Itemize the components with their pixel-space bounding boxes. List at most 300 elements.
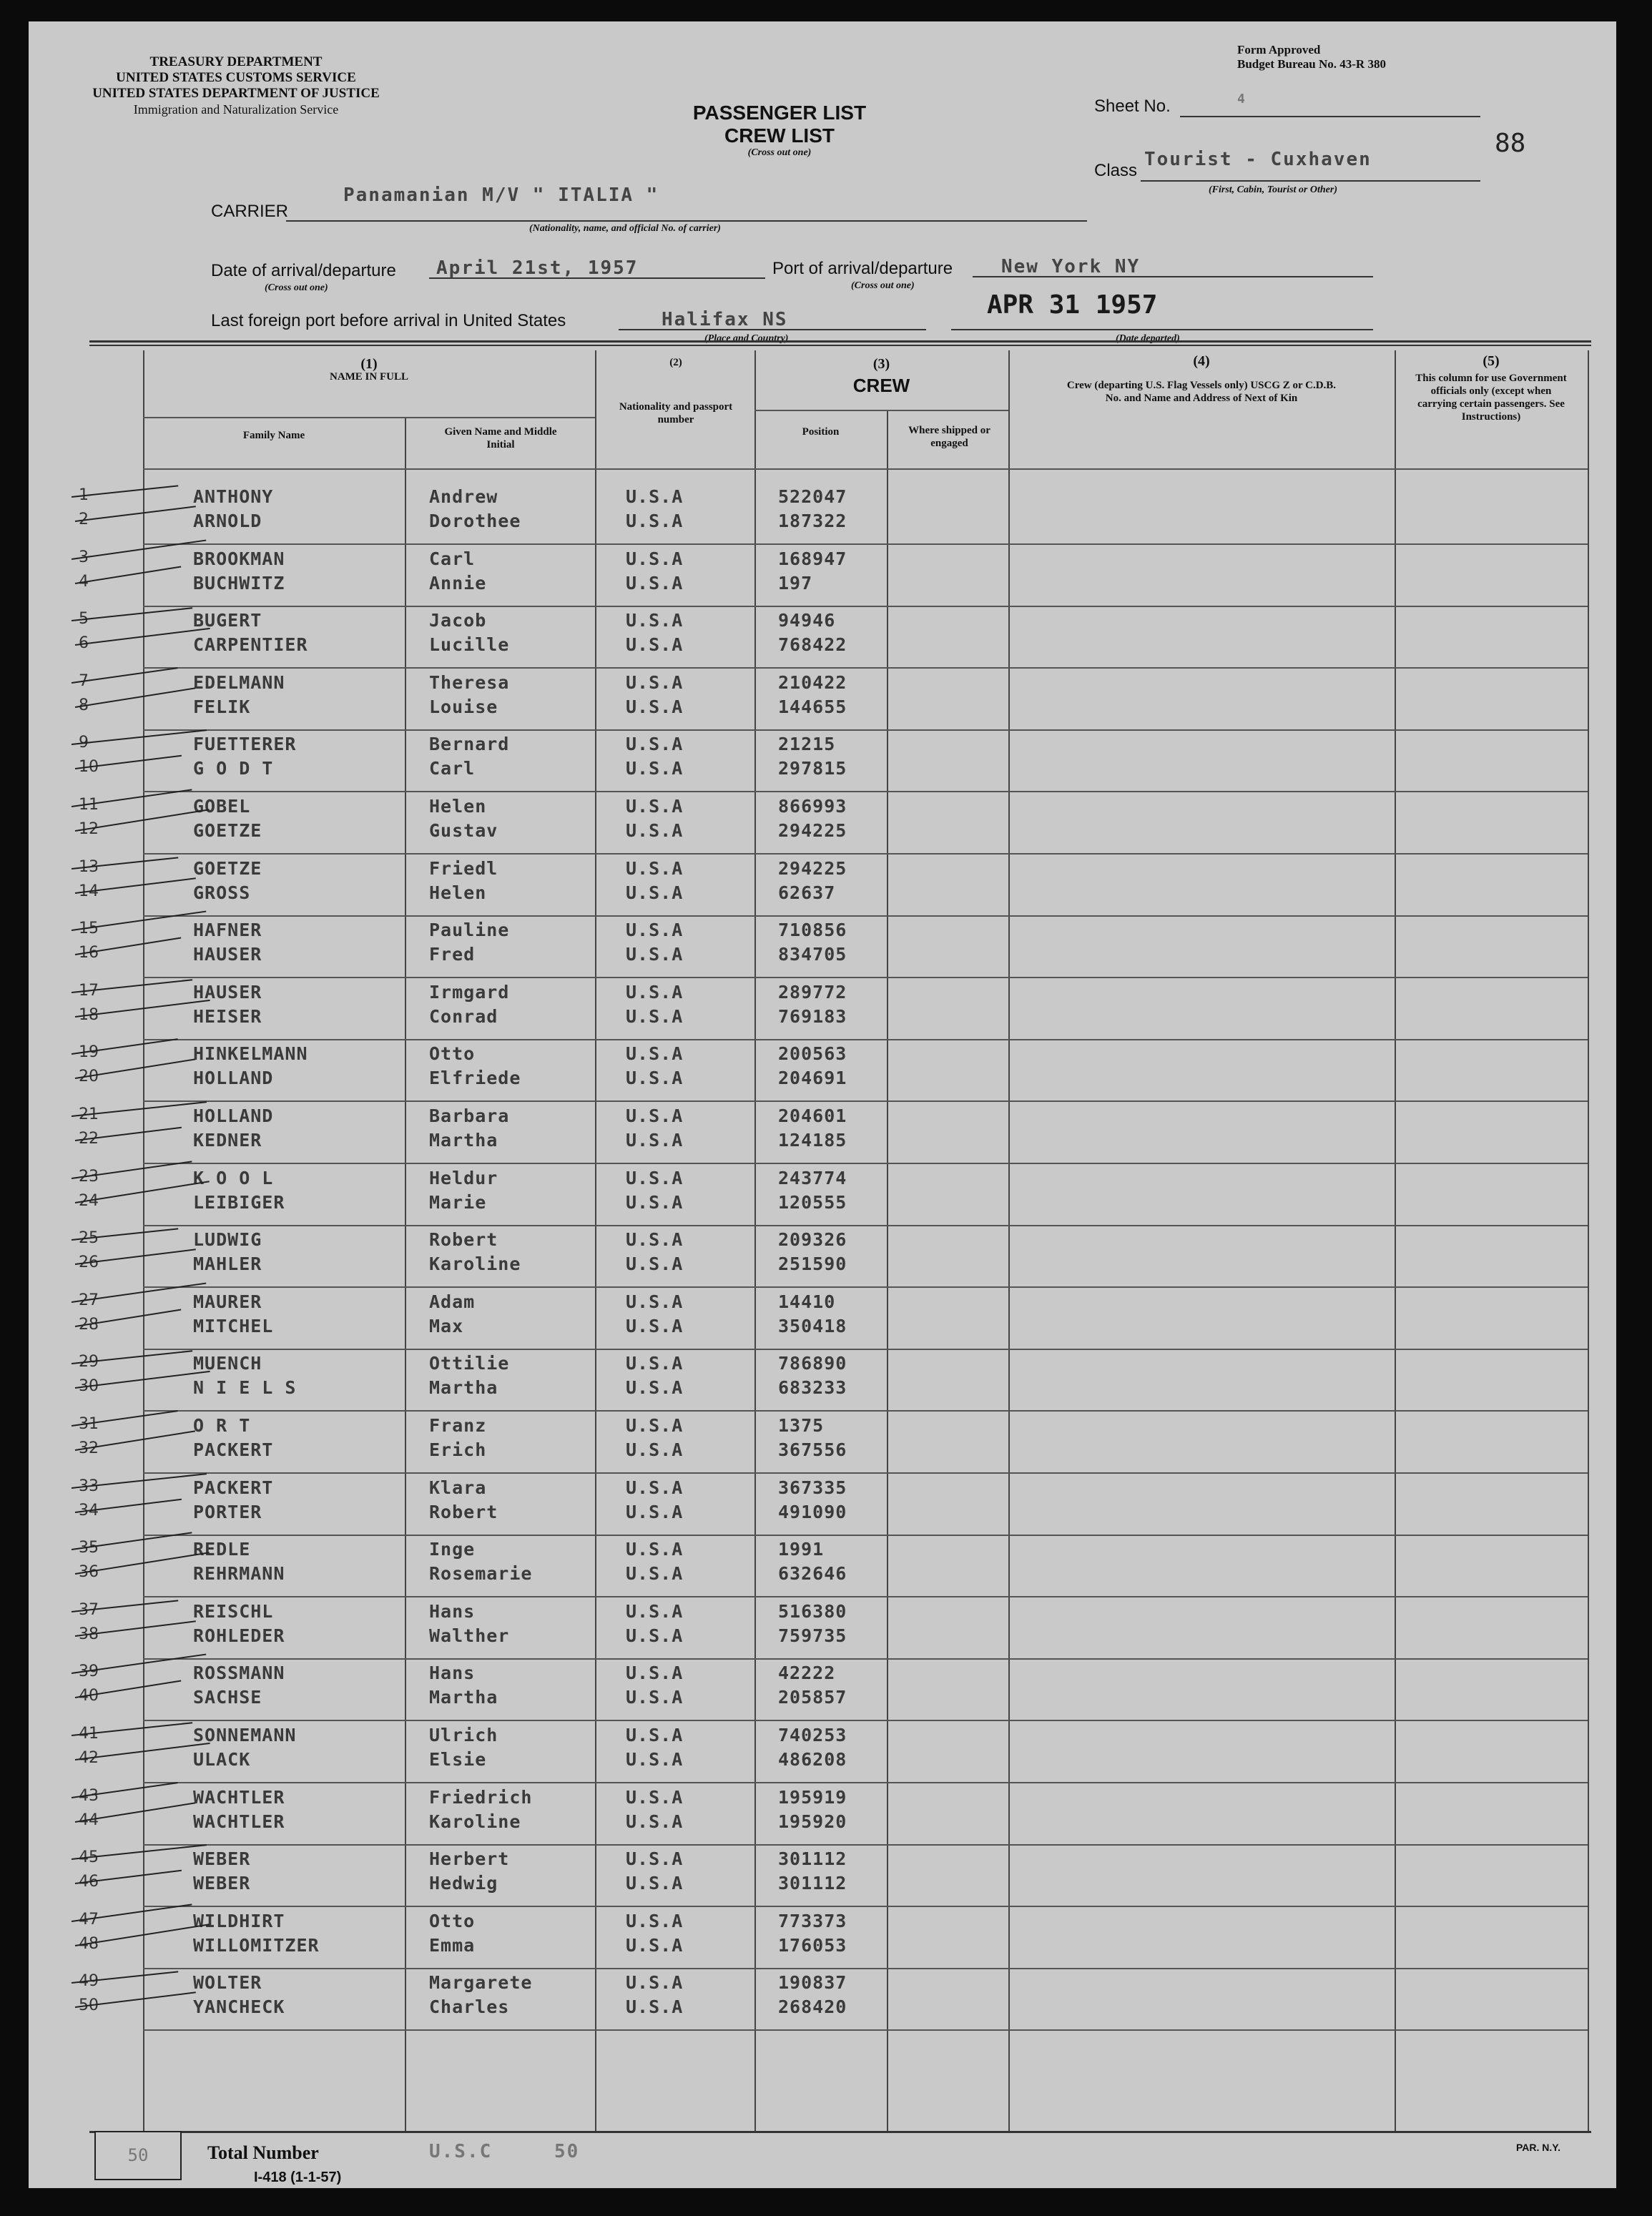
col1-number: (1) xyxy=(360,356,378,372)
checkmark-icon xyxy=(72,607,192,621)
family-name-cell: WEBER xyxy=(193,1873,251,1894)
given-name-cell: Ulrich xyxy=(429,1725,498,1745)
row-divider xyxy=(143,543,1588,545)
family-name-heading: Family Name xyxy=(242,430,305,441)
row-number-check: 29 xyxy=(79,1353,99,1372)
date-departed-stamp: APR 31 1957 xyxy=(987,290,1158,320)
budget-bureau-number: Budget Bureau No. 43-R 380 xyxy=(1237,57,1386,71)
nationality-cell: U.S.A xyxy=(626,610,684,631)
given-name-cell: Hans xyxy=(429,1600,476,1622)
row-number-check: 16 xyxy=(79,944,99,962)
nationality-cell: U.S.A xyxy=(626,486,684,507)
nationality-cell: U.S.A xyxy=(626,1353,684,1374)
carrier-value: Panamanian M/V " ITALIA " xyxy=(343,184,659,206)
family-name-cell: WILLOMITZER xyxy=(193,1934,320,1956)
position-number-cell: 21215 xyxy=(778,734,836,755)
given-name-cell: Elsie xyxy=(429,1749,487,1770)
row-number-check: 26 xyxy=(79,1254,99,1272)
given-name-cell: Carl xyxy=(429,758,476,779)
total-number-label: Total Number xyxy=(207,2142,319,2163)
carrier-label: CARRIER xyxy=(211,202,289,221)
row-number-check: 21 xyxy=(79,1105,99,1123)
position-number-cell: 251590 xyxy=(778,1254,847,1275)
position-number-cell: 632646 xyxy=(778,1563,847,1585)
nationality-cell: U.S.A xyxy=(626,1848,684,1870)
family-name-cell: ROHLEDER xyxy=(193,1625,285,1646)
family-name-cell: FELIK xyxy=(193,696,251,717)
family-name-cell: YANCHECK xyxy=(193,1996,285,2018)
position-number-cell: 94946 xyxy=(778,610,836,631)
given-name-cell: Max xyxy=(429,1315,464,1336)
col1-title: NAME IN FULL xyxy=(329,371,408,383)
nationality-cell: U.S.A xyxy=(626,981,684,1003)
position-number-cell: 350418 xyxy=(778,1315,847,1336)
nationality-cell: U.S.A xyxy=(626,1005,684,1027)
nationality-cell: U.S.A xyxy=(626,1563,684,1585)
checkmark-icon xyxy=(75,687,195,708)
carrier-note: (Nationality, name, and official No. of carrier) xyxy=(529,223,721,234)
row-divider xyxy=(143,791,1588,792)
row-divider xyxy=(143,1410,1588,1412)
family-name-cell: MAURER xyxy=(193,1291,262,1312)
given-name-cell: Friedrich xyxy=(429,1786,533,1808)
row-number-check: 11 xyxy=(79,796,99,814)
col5-number: (5) xyxy=(1483,353,1500,369)
given-name-cell: Robert xyxy=(429,1501,498,1522)
row-divider xyxy=(143,1163,1588,1164)
nationality-cell: U.S.A xyxy=(626,820,684,841)
nationality-cell: U.S.A xyxy=(626,1254,684,1275)
family-name-cell: WEBER xyxy=(193,1848,251,1870)
row-divider xyxy=(143,1472,1588,1474)
given-name-cell: Rosemarie xyxy=(429,1563,533,1585)
row-divider xyxy=(143,1100,1588,1102)
position-number-cell: 190837 xyxy=(778,1972,847,1994)
row-number-check: 47 xyxy=(79,1910,99,1929)
col3-number: (3) xyxy=(872,356,890,372)
row-number-check: 34 xyxy=(79,1501,99,1520)
given-name-cell: Dorothee xyxy=(429,511,521,531)
given-name-cell: Theresa xyxy=(429,671,510,693)
family-name-cell: MITCHEL xyxy=(193,1315,274,1336)
given-name-cell: Hedwig xyxy=(429,1873,498,1894)
position-number-cell: 176053 xyxy=(778,1934,847,1956)
given-name-cell: Herbert xyxy=(429,1848,510,1870)
given-name-cell: Franz xyxy=(429,1415,487,1436)
family-name-cell: REHRMANN xyxy=(193,1563,285,1585)
family-name-cell: LUDWIG xyxy=(193,1229,262,1251)
given-name-cell: Pauline xyxy=(429,920,510,941)
given-name-cell: Elfriede xyxy=(429,1068,521,1089)
total-box-value: 50 xyxy=(127,2145,149,2165)
row-divider xyxy=(143,1349,1588,1350)
nationality-cell: U.S.A xyxy=(626,1191,684,1213)
position-number-cell: 866993 xyxy=(778,796,847,817)
row-divider xyxy=(143,2029,1588,2031)
nationality-cell: U.S.A xyxy=(626,1934,684,1956)
row-number-check: 39 xyxy=(79,1663,99,1681)
col1-heading xyxy=(143,358,595,383)
row-number-check: 8 xyxy=(79,696,89,714)
given-name-cell: Emma xyxy=(429,1934,476,1956)
given-name-cell: Adam xyxy=(429,1291,476,1312)
nationality-cell: U.S.A xyxy=(626,1539,684,1560)
row-divider xyxy=(143,606,1588,607)
given-name-cell: Friedl xyxy=(429,857,498,879)
nationality-cell: U.S.A xyxy=(626,572,684,594)
given-name-cell: Erich xyxy=(429,1439,487,1460)
row-number-check: 24 xyxy=(79,1191,99,1210)
family-name-cell: WILDHIRT xyxy=(193,1910,285,1931)
row-number-check: 14 xyxy=(79,882,99,900)
nationality-cell: U.S.A xyxy=(626,944,684,965)
family-name-cell: BUCHWITZ xyxy=(193,572,285,594)
family-name-cell: SACHSE xyxy=(193,1687,262,1708)
position-number-cell: 195919 xyxy=(778,1786,847,1808)
family-name-cell: EDELMANN xyxy=(193,671,285,693)
position-number-cell: 516380 xyxy=(778,1600,847,1622)
family-name-cell: KEDNER xyxy=(193,1130,262,1151)
given-name-cell: Martha xyxy=(429,1130,498,1151)
row-divider xyxy=(143,1720,1588,1721)
family-name-cell: HEISER xyxy=(193,1005,262,1027)
row-number-check: 43 xyxy=(79,1786,99,1805)
given-name-cell: Hans xyxy=(429,1663,476,1684)
given-name-cell: Carl xyxy=(429,548,476,569)
given-name-cell: Helen xyxy=(429,796,487,817)
row-divider xyxy=(143,1535,1588,1536)
given-name-cell: Conrad xyxy=(429,1005,498,1027)
position-number-cell: 301112 xyxy=(778,1873,847,1894)
checkmark-icon xyxy=(72,730,207,746)
family-name-cell: HAUSER xyxy=(193,981,262,1003)
position-number-cell: 367556 xyxy=(778,1439,847,1460)
row-number-check: 30 xyxy=(79,1377,99,1396)
port-cross-note: (Cross out one) xyxy=(851,280,915,291)
given-name-cell: Karoline xyxy=(429,1254,521,1275)
crew-list-title: CREW LIST xyxy=(724,124,835,147)
position-number-cell: 486208 xyxy=(778,1749,847,1770)
form-number: I-418 (1-1-57) xyxy=(254,2170,342,2185)
row-number-check: 13 xyxy=(79,857,99,876)
position-number-cell: 144655 xyxy=(778,696,847,717)
nationality-cell: U.S.A xyxy=(626,1501,684,1522)
family-name-cell: BUGERT xyxy=(193,610,262,631)
given-name-cell: Gustav xyxy=(429,820,498,841)
family-name-cell: GOETZE xyxy=(193,857,262,879)
row-number-check: 3 xyxy=(79,548,89,566)
family-name-cell: REISCHL xyxy=(193,1600,274,1622)
given-name-cell: Jacob xyxy=(429,610,487,631)
row-number-check: 9 xyxy=(79,734,89,752)
family-name-cell: LEIBIGER xyxy=(193,1191,285,1213)
position-number-cell: 759735 xyxy=(778,1625,847,1646)
row-number-check: 17 xyxy=(79,981,99,1000)
position-number-cell: 243774 xyxy=(778,1167,847,1188)
row-number-check: 23 xyxy=(79,1167,99,1186)
position-heading: Position xyxy=(802,426,840,438)
position-number-cell: 301112 xyxy=(778,1848,847,1870)
nationality-cell: U.S.A xyxy=(626,1600,684,1622)
position-number-cell: 14410 xyxy=(778,1291,836,1312)
last-port-label: Last foreign port before arrival in United States xyxy=(211,311,566,330)
given-name-cell: Karoline xyxy=(429,1811,521,1832)
row-number-check: 20 xyxy=(79,1068,99,1086)
position-number-cell: 120555 xyxy=(778,1191,847,1213)
position-number-cell: 205857 xyxy=(778,1687,847,1708)
position-number-cell: 209326 xyxy=(778,1229,847,1251)
row-number-check: 37 xyxy=(79,1600,99,1619)
total-typed-nationality: U.S.C xyxy=(429,2141,493,2162)
nationality-cell: U.S.A xyxy=(626,1043,684,1065)
position-number-cell: 769183 xyxy=(778,1005,847,1027)
family-name-cell: HINKELMANN xyxy=(193,1043,308,1065)
row-number-check: 50 xyxy=(79,1996,99,2015)
family-name-cell: K O O L xyxy=(193,1167,274,1188)
nationality-cell: U.S.A xyxy=(626,758,684,779)
total-number-box xyxy=(94,2131,182,2180)
position-number-cell: 297815 xyxy=(778,758,847,779)
where-shipped-heading: Where shipped or engaged xyxy=(908,425,990,449)
nationality-cell: U.S.A xyxy=(626,548,684,569)
given-name-cell: Robert xyxy=(429,1229,498,1251)
given-name-cell: Lucille xyxy=(429,634,510,656)
last-port-value: Halifax NS xyxy=(662,309,788,330)
row-number-check: 19 xyxy=(79,1043,99,1062)
family-name-cell: MUENCH xyxy=(193,1353,262,1374)
date-departed-note: (Date departed) xyxy=(1116,333,1180,344)
position-number-cell: 42222 xyxy=(778,1663,836,1684)
row-number-check: 38 xyxy=(79,1625,99,1643)
given-name-cell: Martha xyxy=(429,1687,498,1708)
position-number-cell: 294225 xyxy=(778,857,847,879)
row-number-check: 31 xyxy=(79,1415,99,1433)
row-divider xyxy=(143,1844,1588,1846)
nationality-cell: U.S.A xyxy=(626,1105,684,1126)
family-name-cell: PACKERT xyxy=(193,1439,274,1460)
nationality-cell: U.S.A xyxy=(626,734,684,755)
given-name-cell: Otto xyxy=(429,1043,476,1065)
agency-line: UNITED STATES CUSTOMS SERVICE xyxy=(116,70,356,85)
family-name-cell: BROOKMAN xyxy=(193,548,285,569)
row-divider xyxy=(143,1968,1588,1969)
nationality-cell: U.S.A xyxy=(626,1415,684,1436)
row-number-check: 35 xyxy=(79,1539,99,1557)
row-number-check: 46 xyxy=(79,1873,99,1891)
row-divider xyxy=(143,1039,1588,1040)
given-name-heading: Given Name and Middle Initial xyxy=(444,426,557,450)
position-number-cell: 210422 xyxy=(778,671,847,693)
position-number-cell: 367335 xyxy=(778,1477,847,1498)
position-number-cell: 62637 xyxy=(778,882,836,903)
col4-number: (4) xyxy=(1193,353,1210,369)
row-number-check: 1 xyxy=(79,486,89,504)
given-name-cell: Heldur xyxy=(429,1167,498,1188)
row-number-check: 7 xyxy=(79,671,89,690)
position-number-cell: 786890 xyxy=(778,1353,847,1374)
given-name-cell: Irmgard xyxy=(429,981,510,1003)
given-name-cell: Ottilie xyxy=(429,1353,510,1374)
family-name-cell: WOLTER xyxy=(193,1972,262,1994)
date-cross-note: (Cross out one) xyxy=(265,282,328,293)
nationality-cell: U.S.A xyxy=(626,857,684,879)
nationality-cell: U.S.A xyxy=(626,671,684,693)
family-name-cell: HOLLAND xyxy=(193,1068,274,1089)
family-name-cell: FUETTERER xyxy=(193,734,297,755)
family-name-cell: HOLLAND xyxy=(193,1105,274,1126)
position-number-cell: 522047 xyxy=(778,486,847,507)
class-label: Class xyxy=(1094,161,1138,180)
sheet-label: Sheet No. xyxy=(1094,97,1171,116)
row-number-check: 45 xyxy=(79,1848,99,1867)
nationality-cell: U.S.A xyxy=(626,1687,684,1708)
nationality-cell: U.S.A xyxy=(626,1291,684,1312)
position-number-cell: 773373 xyxy=(778,1910,847,1931)
position-number-cell: 768422 xyxy=(778,634,847,656)
date-label: Date of arrival/departure xyxy=(211,261,396,280)
row-number-check: 18 xyxy=(79,1005,99,1024)
row-number-check: 22 xyxy=(79,1130,99,1148)
position-number-cell: 168947 xyxy=(778,548,847,569)
family-name-cell: PACKERT xyxy=(193,1477,274,1498)
nationality-cell: U.S.A xyxy=(626,1663,684,1684)
checkmark-icon xyxy=(75,566,181,583)
position-number-cell: 1375 xyxy=(778,1415,825,1436)
col5-heading: This column for use Government officials only (except when carrying certain passengers. See Instructions) xyxy=(1415,373,1567,423)
row-number-check: 15 xyxy=(79,920,99,938)
passenger-list-title: PASSENGER LIST xyxy=(692,102,867,124)
agency-line: UNITED STATES DEPARTMENT OF JUSTICE xyxy=(92,86,380,101)
row-divider xyxy=(143,915,1588,917)
position-number-cell: 200563 xyxy=(778,1043,847,1065)
crew-heading: CREW xyxy=(852,375,910,396)
given-name-cell: Fred xyxy=(429,944,476,965)
total-typed-number: 50 xyxy=(554,2141,580,2162)
family-name-cell: ULACK xyxy=(193,1749,251,1770)
given-name-cell: Annie xyxy=(429,572,487,594)
nationality-cell: U.S.A xyxy=(626,1477,684,1498)
row-number-check: 6 xyxy=(79,634,89,653)
given-name-cell: Klara xyxy=(429,1477,487,1498)
nationality-cell: U.S.A xyxy=(626,796,684,817)
cross-out-note: (Cross out one) xyxy=(747,147,812,158)
family-name-cell: G O D T xyxy=(193,758,274,779)
nationality-cell: U.S.A xyxy=(626,1749,684,1770)
place-note: (Place and Country) xyxy=(704,333,789,344)
row-number-check: 48 xyxy=(79,1934,99,1953)
row-divider xyxy=(143,977,1588,978)
given-name-cell: Helen xyxy=(429,882,487,903)
family-name-cell: O R T xyxy=(193,1415,251,1436)
family-name-cell: GROSS xyxy=(193,882,251,903)
nationality-cell: U.S.A xyxy=(626,1167,684,1188)
row-number-check: 44 xyxy=(79,1811,99,1829)
family-name-cell: GOETZE xyxy=(193,820,262,841)
nationality-cell: U.S.A xyxy=(626,1130,684,1151)
family-name-cell: N I E L S xyxy=(193,1377,297,1399)
row-divider xyxy=(143,1906,1588,1907)
port-label: Port of arrival/departure xyxy=(772,259,953,278)
col2-number: (2) xyxy=(669,357,682,368)
position-number-cell: 197 xyxy=(778,572,813,594)
position-number-cell: 124185 xyxy=(778,1130,847,1151)
row-number-check: 25 xyxy=(79,1229,99,1248)
row-number-check: 5 xyxy=(79,610,89,629)
row-divider xyxy=(143,1225,1588,1226)
row-number-check: 4 xyxy=(79,572,89,591)
nationality-cell: U.S.A xyxy=(626,1725,684,1745)
given-name-cell: Louise xyxy=(429,696,498,717)
family-name-cell: ROSSMANN xyxy=(193,1663,285,1684)
nationality-cell: U.S.A xyxy=(626,1972,684,1994)
position-number-cell: 1991 xyxy=(778,1539,825,1560)
row-number-check: 33 xyxy=(79,1477,99,1495)
nationality-cell: U.S.A xyxy=(626,1811,684,1832)
agency-line: Immigration and Naturalization Service xyxy=(133,102,339,117)
class-value: Tourist - Cuxhaven xyxy=(1144,149,1372,170)
family-name-cell: PORTER xyxy=(193,1501,262,1522)
nationality-cell: U.S.A xyxy=(626,920,684,941)
class-note: (First, Cabin, Tourist or Other) xyxy=(1209,184,1337,195)
position-number-cell: 834705 xyxy=(778,944,847,965)
nationality-cell: U.S.A xyxy=(626,1439,684,1460)
given-name-cell: Andrew xyxy=(429,486,498,507)
given-name-cell: Inge xyxy=(429,1539,476,1560)
row-divider xyxy=(143,667,1588,669)
row-number-check: 36 xyxy=(79,1563,99,1582)
nationality-cell: U.S.A xyxy=(626,1873,684,1894)
given-name-cell: Bernard xyxy=(429,734,510,755)
nationality-cell: U.S.A xyxy=(626,1315,684,1336)
nationality-cell: U.S.A xyxy=(626,511,684,531)
position-number-cell: 268420 xyxy=(778,1996,847,2018)
row-number-check: 28 xyxy=(79,1315,99,1334)
nationality-cell: U.S.A xyxy=(626,1786,684,1808)
given-name-cell: Barbara xyxy=(429,1105,510,1126)
family-name-cell: WACHTLER xyxy=(193,1786,285,1808)
position-number-cell: 740253 xyxy=(778,1725,847,1745)
position-number-cell: 204691 xyxy=(778,1068,847,1089)
position-number-cell: 289772 xyxy=(778,981,847,1003)
family-name-cell: MAHLER xyxy=(193,1254,262,1275)
row-number-check: 2 xyxy=(79,511,89,528)
sheet-value: 4 xyxy=(1237,92,1247,107)
passenger-list-form xyxy=(29,21,1616,2188)
row-divider xyxy=(143,1782,1588,1783)
row-divider xyxy=(143,1286,1588,1288)
form-approved-line: Form Approved xyxy=(1237,43,1321,56)
position-number-cell: 187322 xyxy=(778,511,847,531)
port-value: New York NY xyxy=(1001,256,1141,277)
given-name-cell: Martha xyxy=(429,1377,498,1399)
given-name-cell: Walther xyxy=(429,1625,510,1646)
nationality-cell: U.S.A xyxy=(626,696,684,717)
family-name-cell: WACHTLER xyxy=(193,1811,285,1832)
family-name-cell: ARNOLD xyxy=(193,511,262,531)
family-name-cell: GOBEL xyxy=(193,796,251,817)
row-number-check: 49 xyxy=(79,1972,99,1991)
position-number-cell: 683233 xyxy=(778,1377,847,1399)
family-name-cell: HAFNER xyxy=(193,920,262,941)
page-number: 88 xyxy=(1495,129,1526,158)
nationality-cell: U.S.A xyxy=(626,1377,684,1399)
given-name-cell: Otto xyxy=(429,1910,476,1931)
nationality-heading: Nationality and passport number xyxy=(619,401,733,425)
position-number-cell: 491090 xyxy=(778,1501,847,1522)
nationality-cell: U.S.A xyxy=(626,634,684,656)
row-divider xyxy=(143,729,1588,731)
given-name-cell: Margarete xyxy=(429,1972,533,1994)
